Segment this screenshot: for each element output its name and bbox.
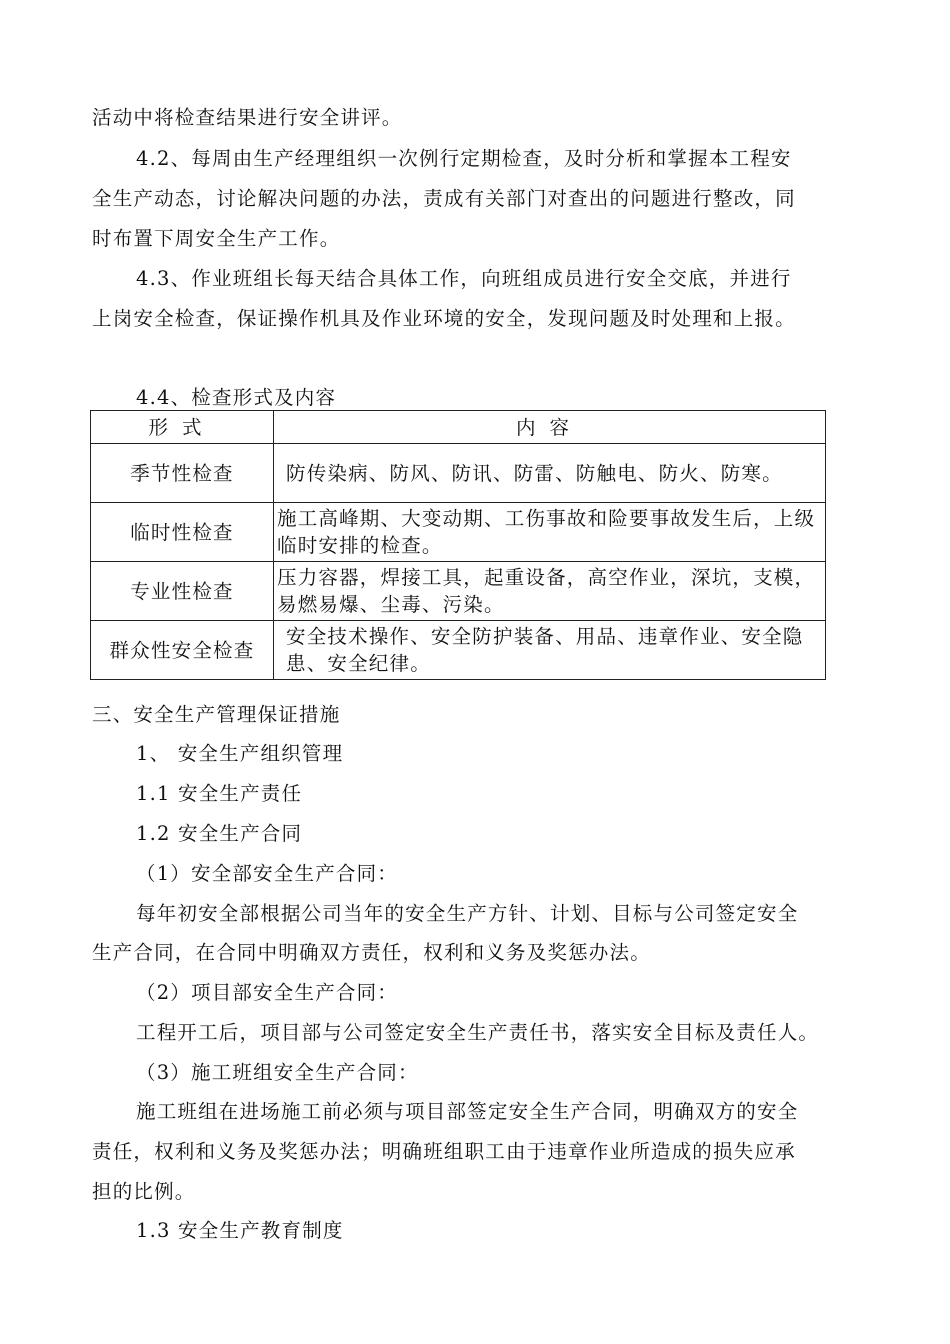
subsection-heading: 1.3 安全生产教育制度 <box>136 1219 344 1242</box>
subsection-heading: 1.1 安全生产责任 <box>136 782 303 805</box>
table-row <box>91 503 826 562</box>
item-heading: （1）安全部安全生产合同： <box>136 862 399 885</box>
paragraph-line: 每年初安全部根据公司当年的安全生产方针、计划、目标与公司签定安全 <box>136 902 799 925</box>
paragraph-line: 全生产动态，讨论解决问题的办法，责成有关部门对查出的问题进行整改，同 <box>92 187 796 210</box>
form-cell: 季节性检查 <box>91 444 274 503</box>
paragraph-line: 生产合同，在合同中明确双方责任，权利和义务及奖惩办法。 <box>92 941 651 964</box>
form-cell: 专业性检查 <box>91 562 274 621</box>
paragraph-line: 施工班组在进场施工前必须与项目部签定安全生产合同，明确双方的安全 <box>136 1100 799 1123</box>
paragraph-line: 时布置下周安全生产工作。 <box>92 227 341 250</box>
subsection-heading: 1.2 安全生产合同 <box>136 822 303 845</box>
paragraph-line: 工程开工后，项目部与公司签定安全生产责任书，落实安全目标及责任人。 <box>136 1021 820 1044</box>
content-cell: 防传染病、防风、防讯、防雷、防触电、防火、防寒。 <box>274 444 826 503</box>
content-cell: 施工高峰期、大变动期、工伤事故和险要事故发生后，上级临时安排的检查。 <box>274 503 826 562</box>
content-cell: 安全技术操作、安全防护装备、用品、违章作业、安全隐患、安全纪律。 <box>274 621 826 680</box>
item-heading: （3）施工班组安全生产合同： <box>136 1061 419 1084</box>
paragraph-line: 4.3、作业班组长每天结合具体工作，向班组成员进行安全交底，并进行 <box>136 267 792 290</box>
form-cell: 临时性检查 <box>91 503 274 562</box>
item-heading: （2）项目部安全生产合同： <box>136 981 399 1004</box>
paragraph-line: 责任，权利和义务及奖惩办法；明确班组职工由于违章作业所造成的损失应承 <box>92 1140 796 1163</box>
inspection-table <box>90 410 826 680</box>
paragraph-line: 上岗安全检查，保证操作机具及作业环境的安全，发现问题及时处理和上报。 <box>92 307 796 330</box>
paragraph-line: 担的比例。 <box>92 1180 196 1203</box>
table-header-row <box>91 411 826 444</box>
paragraph-line: 4.2、每周由生产经理组织一次例行定期检查，及时分析和掌握本工程安 <box>136 147 792 170</box>
form-cell: 群众性安全检查 <box>91 621 274 680</box>
header-form: 形式 <box>91 411 274 444</box>
paragraph-line: 活动中将检查结果进行安全讲评。 <box>92 106 403 129</box>
table-row <box>91 444 826 503</box>
subsection-heading: 1、 安全生产组织管理 <box>136 742 344 765</box>
table-caption: 4.4、检查形式及内容 <box>136 386 337 409</box>
table-row <box>91 562 826 621</box>
section-heading: 三、安全生产管理保证措施 <box>92 703 341 726</box>
header-content: 内容 <box>274 411 826 444</box>
table-row <box>91 621 826 680</box>
content-cell: 压力容器，焊接工具，起重设备，高空作业，深坑，支模，易燃易爆、尘毒、污染。 <box>274 562 826 621</box>
